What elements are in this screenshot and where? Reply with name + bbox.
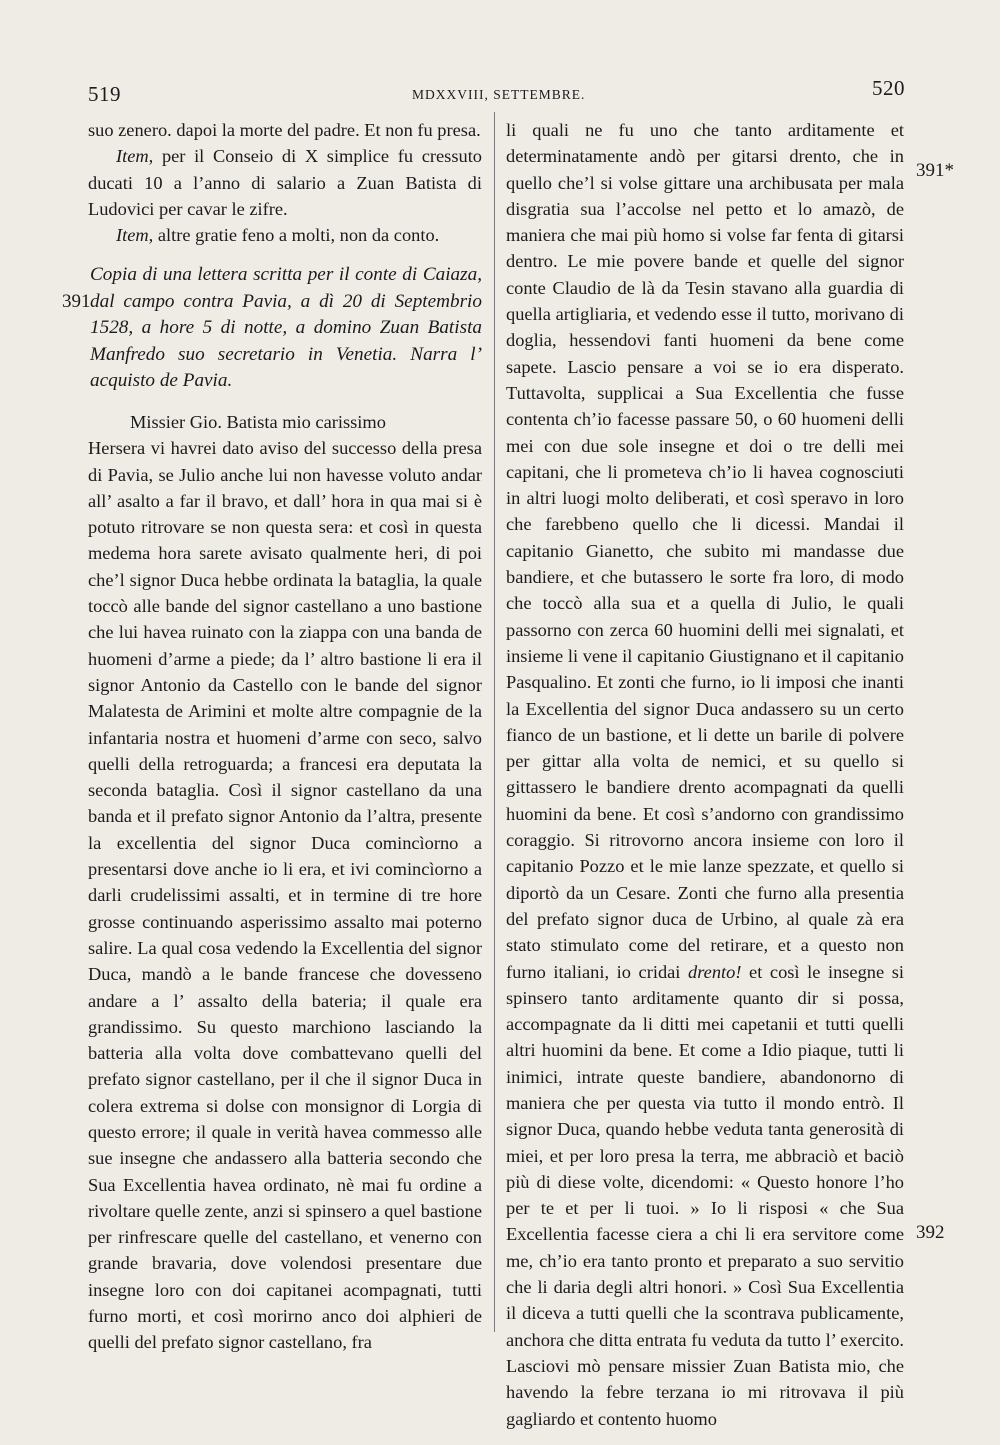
page-number-left: 519	[88, 82, 121, 106]
paragraph: suo zenero. dapoi la morte del padre. Et non fu presa.	[88, 120, 481, 140]
running-title: MDXXVIII, SETTEMBRE.	[412, 87, 586, 102]
right-column	[506, 117, 904, 1432]
paragraph-item-conseio: Item, per il Conseio di X simplice fu cressuto ducati 10 a l’anno di salario a Zuan Batista di Ludovici per cavar le zifre.	[88, 146, 482, 219]
letter-salutation: Missier Gio. Batista mio carissimo	[130, 411, 386, 432]
margin-number-left-391: 391	[62, 291, 91, 312]
margin-number-right-391: 391*	[916, 160, 954, 181]
left-column	[88, 117, 482, 1356]
letter-body-left: Hersera vi havrei dato aviso del successo della presa di Pavia, se Julio anche lui non havesse voluto andar all’ asalto a far il bravo, et dall’ hora in qua mai si è potuto ritrovare se non questa sera: et così in questa medema hora sarete avisato qualmente heri, di poi che’l signor Duca hebbe ordinata la bataglia, la quale toccò alle bande del signor castellano a uno bastione che lui havea ruinato con la ziappa con una banda de huomeni d’arme a piede; da l’ altro bastione li era il signor Antonio da Castello con le bande del signor Malatesta de Arimini et molte altre compagnie de la infantaria nostra et huomeni d’arme con seco, salvo quelli della retroguarda; a francesi era deputata la seconda bataglia. Così il signor castellano da una banda et il prefato signor Antonio da l’altra, presente la excellentia del signor Duca comincìorno a presentarsi dove anche io li era, et ivi comincìorno a darli crudelissimi assalti, et in termine di tre hore grosse continuando asperissimo assalto mai poterno salire. La qual cosa vedendo la Excellentia del signor Duca, mandò a le bande francese che dovesseno andare a l’ assalto della bateria; il quale era grandissimo. Su questo marchiono lasciando la batteria alla volta dove combattevano quelli del prefato signor castellano, per il che il signor Duca in colera extrema si dolse con monsignor di Lorgia di questo errore; il quale in verità havea commesso alle sue insegne che andassero alla batteria secondo che Sua Excellentia havea ordinato, nè mai fu ordine a rivoltare quelle zente, anzi si spinsero a quel bastione per rinfrescare quelle del castellano, et venerno con grande bravaria, dove volendosi presentare due insegne loro con doi capitanei acompagnati, tutti furno morti, et così morirno anco doi alphieri de quelli del prefato signor castellano, fra	[88, 438, 482, 1353]
paragraph-item-gratie: Item, altre gratie feno a molti, non da conto.	[116, 225, 440, 246]
page-number-right: 520	[872, 76, 905, 100]
letter-body-right: li quali ne fu uno che tanto arditamente et determinatamente andò per gitarsi drento, che in quello che’l si volse gittare una archibusata per mala disgratia sua l’accolse nel petto et lo amazò, de maniera che mai più homo si volse far fenta di gitarsi dentro. Le mie povere bande et quelle del signor conte Claudio de là da Tesin stavano alla guardia di quella artigliaria, et vedendo esse il tutto, morivano di doglia, hessendovi fanti huomeni da bene come sapete. Lascio pensare a voi se io era disperato. Tuttavolta, supplicai a Sua Excellentia che fusse contenta ch’io facesse passare 50, o 60 huomeni delli mei con due sole insegne et doi o tre delli mei capitani, che li prometeva ch’io li havea cognosciuti in altri luogi molto deliberati, et così speravo in loro che farebbeno quello che li dicessi. Mandai il capitanio Gianetto, che subito mi mandasse due bandiere, et che butassero le sorte fra loro, di modo che toccò alla sua et a quella di Julio, le quali passorno con zerca 60 huomini delli mei signalati, et insieme li vene il capitanio Giustignano et il capitanio Pasqualino. Et zonti che furno, io li imposi che inanti la Excellentia del signor Duca andassero su un certo fianco de un bastione, et li dette un barile di polvere per gittar alla volta de nemici, et su quello si gittassero le bandiere drento acompagnati da quelli huomini da bene. Et così s’andorno con grandissimo coraggio. Si ritrovorno ancora insieme con loro il capitanio Pozzo et le mie lanze spezzate, et quello si diportò da un Cesare. Zonti che furno alla presentia del prefato signor duca de Urbino, al quale zà era stato stimulato come del retirare, et a questo non furno italiani, io cridai drento! et così le insegne si spinsero tanto arditamente quanto dir si possa, accompagnate da li ditti mei capetanii et tutti quelli altri huomini da bene. Et come a Idio piaque, tutti li inimici, intrate queste bandiere, abandonorno di maniera che per questa via tutto il mondo entrò. Il signor Duca, quando hebbe veduta tanta generosità di miei, et per loro presa la terra, me abbraciò et baciò più di diese volte, dicendomi: « Questo honore l’ho per te et per li tuoi. » Io li risposi « che Sua Excellentia facesse ciera a chi li era servitore come me, ch’io era tanto pronto et preparato a suo servitio che li daria degli altri honori. » Così Sua Excellentia il diceva a tutti quelli che la scontrava publicamente, anchora che ditta entrata fu veduta da tutto l’ exercito. Lasciovi mò pensare missier Zuan Batista mio, che havendo la febre terzana io mi ritrovava il più gagliardo et contento huomo	[506, 120, 904, 1429]
letter-heading: Copia di una lettera scritta per il conte di Caiaza, dal campo contra Pavia, a dì 20 di Septembrio 1528, a hore 5 di notte, a domino Zuan Batista Manfredo suo secretario in Venetia. Narra l’ acquisto de Pavia.	[90, 264, 482, 392]
page-header	[0, 76, 1000, 104]
column-divider	[494, 112, 495, 1332]
margin-number-right-392: 392	[916, 1222, 945, 1243]
